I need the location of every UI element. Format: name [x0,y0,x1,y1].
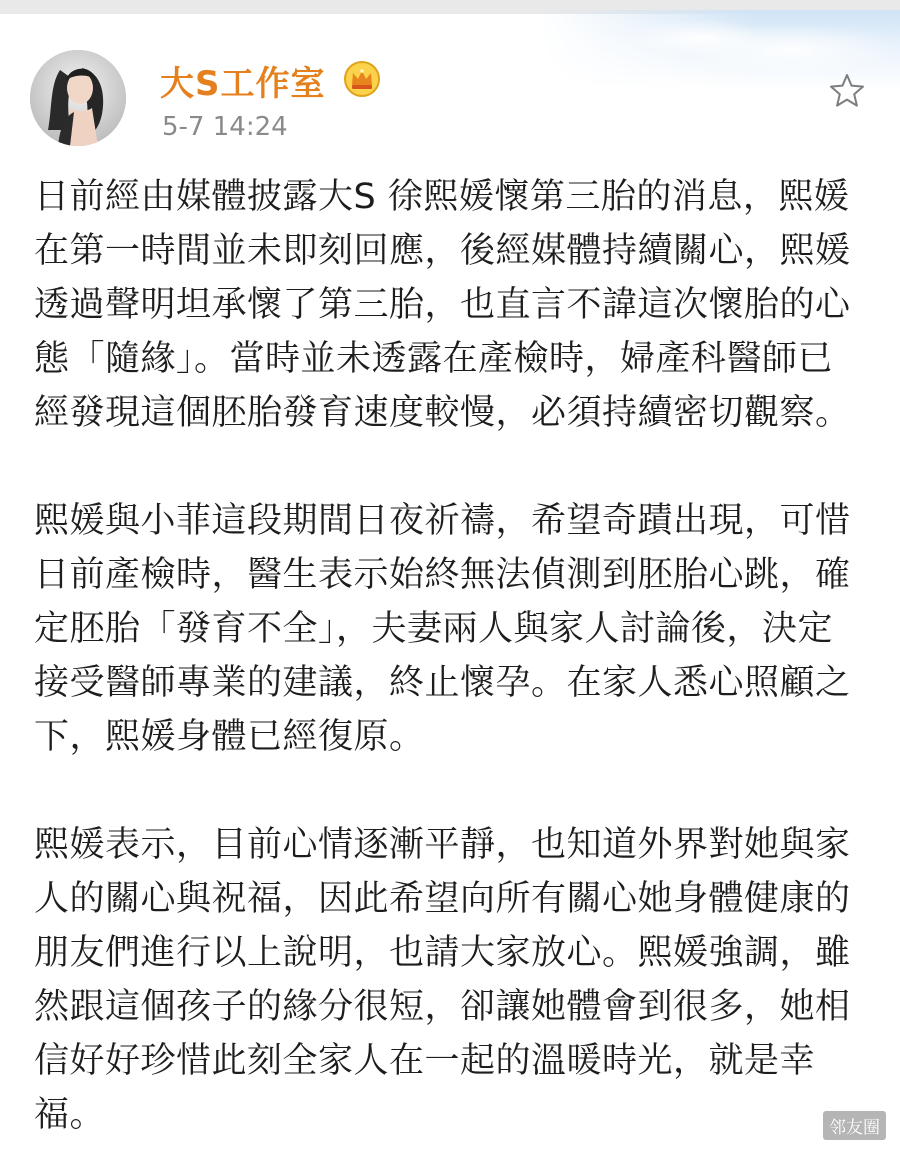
post-paragraph-3: 熙媛表示，目前心情逐漸平靜，也知道外界對她與家人的關心與祝福，因此希望向所有關心她身體健康的朋友們進行以上說明，也請大家放心。熙媛強調，雖然跟這個孩子的緣分很短，卻讓她體會到很多，她相信好好珍惜此刻全家人在一起的溫暖時光，就是幸福。 [34,825,851,1135]
post-time: 5-7 14:24 [162,112,288,142]
watermark: 邻友圈 [823,1111,886,1140]
crown-icon [343,60,381,98]
avatar-portrait [30,50,126,146]
post-paragraph-1: 日前經由媒體披露大S 徐熙媛懷第三胎的消息，熙媛在第一時間並未即刻回應，後經媒體持續關心，熙媛透過聲明坦承懷了第三胎，也直言不諱這次懷胎的心態「隨緣」。當時並未透露在產檢時，婦產科醫師已經發現這個胚胎發育速度較慢，必須持續密切觀察。 [34,177,851,433]
post-paragraph-2: 熙媛與小菲這段期間日夜祈禱，希望奇蹟出現，可惜日前產檢時，醫生表示始終無法偵測到胚胎心跳，確定胚胎「發育不全」，夫妻兩人與家人討論後，決定接受醫師專業的建議，終止懷孕。在家人悉心照顧之下，熙媛身體已經復原。 [34,501,851,757]
post-header [0,14,900,164]
post-body [34,170,864,1142]
avatar[interactable] [30,50,126,146]
star-icon[interactable] [828,72,866,110]
account-name[interactable]: 大S工作室 [160,64,326,104]
